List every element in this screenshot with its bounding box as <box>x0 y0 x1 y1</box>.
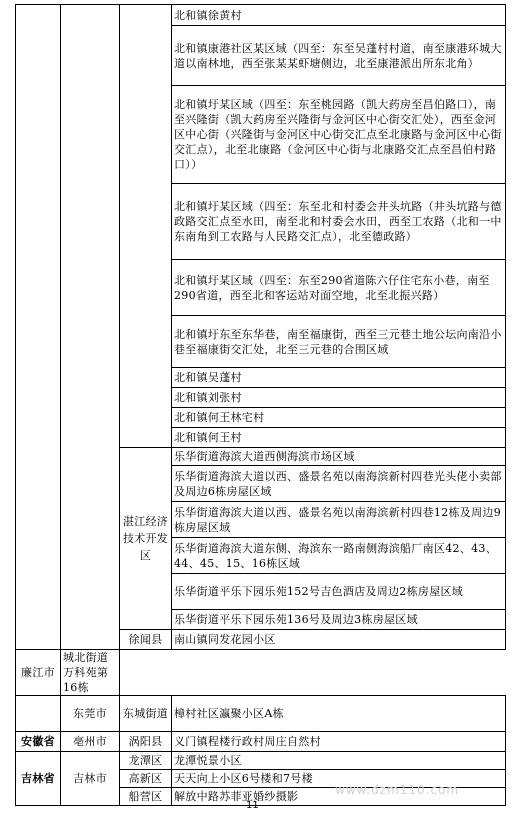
area-cell: 义门镇程楼行政村周庄自然村 <box>172 732 506 752</box>
area-cell: 天天向上小区6号楼和7号楼 <box>172 770 506 788</box>
area-cell: 解放中路苏菲亚婚纱摄影 <box>172 788 506 806</box>
watermark-text: www.dzm110.com <box>335 783 460 797</box>
area-cell: 樟村社区瀛聚小区A栋 <box>172 696 506 732</box>
province-cell-guangdong <box>16 5 61 650</box>
county-cell: 高新区 <box>120 770 172 788</box>
province-cell-jilin: 吉林省 <box>16 752 61 806</box>
area-cell: 乐华街道海滨大道以西、盛景名苑以南海滨新村四巷12栋及周边9栋房屋区域 <box>172 502 506 538</box>
area-cell: 北和镇吴蓬村 <box>172 368 506 388</box>
city-cell-dongguan: 东莞市 <box>61 696 120 732</box>
county-cell-suixi <box>120 5 172 448</box>
province-cell-anhui: 安徽省 <box>16 732 61 752</box>
area-cell: 北和镇何王村 <box>172 428 506 448</box>
risk-area-table <box>15 4 506 806</box>
city-cell-jilin: 吉林市 <box>61 752 120 806</box>
county-cell: 船营区 <box>120 788 172 806</box>
area-cell: 乐华街道海滨大道西侧海滨市场区域 <box>172 448 506 466</box>
area-cell: 北和镇圩某区域（四至：东至北和村委会井头坑路（井头坑路与德政路交汇点至水田，南至北和村委会水田，西至工农路（北和一中东南角到工农路与人民路交汇点），北至德政路） <box>172 184 506 260</box>
area-cell: 龙潭悦景小区 <box>172 752 506 770</box>
county-cell-dongcheng: 东城街道 <box>120 696 172 732</box>
area-cell: 北和镇圩某区域（四至：东至290省道陈六仔住宅东小巷，南至290省道，西至北和客运站对面空地，北至北振兴路） <box>172 260 506 316</box>
province-cell-guangdong-cont <box>16 696 61 732</box>
area-cell: 北和镇何王林宅村 <box>172 408 506 428</box>
area-cell: 北和镇徐黄村 <box>172 5 506 26</box>
city-cell-zhanjiang <box>61 5 120 650</box>
area-cell: 乐华街道平乐下园乐苑136号及周边3栋房屋区域 <box>172 610 506 630</box>
area-cell: 乐华街道平乐下园乐苑152号吉色酒店及周边2栋房屋区域 <box>172 574 506 610</box>
page-number: 11 <box>246 800 259 811</box>
area-cell: 城北街道万科苑第16栋 <box>61 650 120 696</box>
area-cell: 北和镇圩东至东华巷，南至福康街，西至三元巷土地公坛向南沿小巷至福康街交汇处，北至三元巷的合围区域 <box>172 316 506 368</box>
county-cell-jingji: 湛江经济技术开发区 <box>120 448 172 630</box>
area-cell: 北和镇康港社区某区域（四至：东至吴蓬村村道，南至康港环城大道以南林地，西至张某某虾塘侧边，北至康港派出所东北角） <box>172 26 506 86</box>
area-cell: 北和镇圩某区域（四至：东至桃园路（凯大药房至昌伯路口），南至兴隆街（凯大药房至兴隆街与金河区中心街交汇处），西至金河区中心街（兴隆街与金河区中心街交汇点至北康路与金河区中心街交汇点），北至北康路（金河区中心街与北康路交汇点至昌伯村路口）） <box>172 86 506 184</box>
area-cell: 乐华街道海滨大道东侧、海滨东一路南侧海滨船厂南区42、43、44、45、15、16栋区域 <box>172 538 506 574</box>
county-cell-xuwen: 徐闻县 <box>120 630 172 650</box>
city-cell-bozhou: 亳州市 <box>61 732 120 752</box>
county-cell: 龙潭区 <box>120 752 172 770</box>
area-cell: 乐华街道海滨大道以西、盛景名苑以南海滨新村四巷光头佬小卖部及周边6栋房屋区域 <box>172 466 506 502</box>
county-cell-lianjiang: 廉江市 <box>16 650 61 696</box>
county-cell-guoyang: 涡阳县 <box>120 732 172 752</box>
area-cell: 南山镇同发花园小区 <box>172 630 506 650</box>
area-cell: 北和镇刘张村 <box>172 388 506 408</box>
